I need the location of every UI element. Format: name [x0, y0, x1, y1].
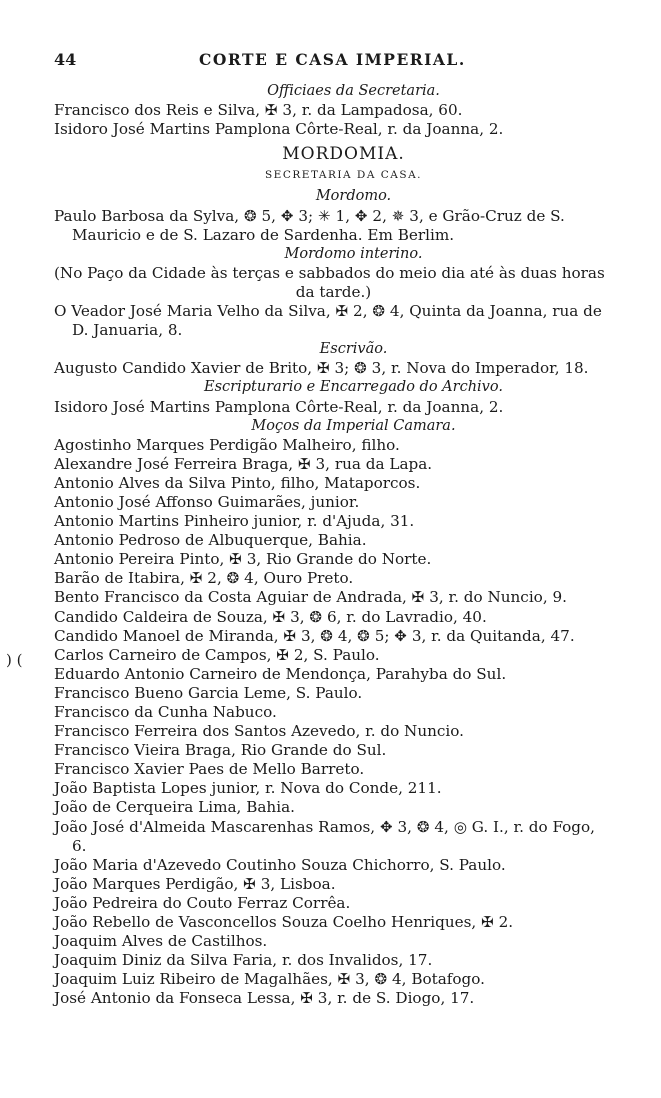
- list-item: Francisco da Cunha Nabuco.: [54, 703, 277, 721]
- mordomo-entry: Paulo Barbosa da Sylva, ❂ 5, ✥ 3; ✳ 1, ✥ 2, ✵ 3, e Grão-Cruz de S. Mauricio e de S. Lazaro de Sardenha. Em Berlim.: [54, 206, 565, 244]
- schedule-note-line: (No Paço da Cidade às terças e sabbados do meio dia até às duas horas: [54, 263, 605, 282]
- list-item: Antonio José Affonso Guimarães, junior.: [54, 492, 360, 511]
- list-item: Barão de Itabira, ✠ 2, ❂ 4, Ouro Preto.: [54, 569, 354, 588]
- list-item: Candido Caldeira de Souza, ✠ 3, ❂ 6, r. do Lavradio, 40.: [54, 607, 487, 626]
- list-item: Francisco Ferreira dos Santos Azevedo, r. do Nuncio.: [54, 722, 464, 741]
- mordomo-interino-heading: Mordomo interino.: [284, 245, 423, 262]
- list-item: Candido Manoel de Miranda, ✠ 3, ❂ 4, ❂ 5; ✥ 3, r. da Quitanda, 47.: [54, 626, 575, 645]
- list-item: Antonio Pedroso de Albuquerque, Bahia.: [54, 531, 367, 550]
- list-item: João Marques Perdigão, ✠ 3, Lisboa.: [54, 874, 336, 893]
- officiais-heading: Officiaes da Secretaria.: [267, 83, 440, 99]
- escripturario-heading: Escripturario e Encarregado do Archivo.: [204, 379, 503, 396]
- section-title: MORDOMIA.: [282, 144, 405, 165]
- list-item: Carlos Carneiro de Campos, ✠ 2, S. Paulo.: [54, 645, 380, 664]
- list-item: Joaquim Diniz da Silva Faria, r. dos Invalidos, 17.: [54, 951, 433, 970]
- list-item: Antonio Pereira Pinto, ✠ 3, Rio Grande do Norte.: [54, 550, 432, 569]
- mocos-heading: Moços da Imperial Camara.: [251, 417, 456, 434]
- escripturario-entry: Isidoro José Martins Pamplona Côrte-Real, r. da Joanna, 2.: [54, 397, 504, 416]
- list-item: João José d'Almeida Mascarenhas Ramos, ✥ 3, ❂ 4, ◎ G. I., r. do Fogo, 6.: [54, 817, 595, 855]
- list-item: Antonio Martins Pinheiro junior, r. d'Ajuda, 31.: [54, 512, 415, 531]
- page-number: 44: [54, 50, 77, 69]
- list-item: Antonio Alves da Silva Pinto, filho, Mataporcos.: [54, 473, 421, 492]
- list-item: João Baptista Lopes junior, r. Nova do Conde, 211.: [54, 779, 442, 798]
- page-header: [54, 50, 613, 76]
- schedule-note: [54, 264, 613, 302]
- margin-marks: ) (: [6, 651, 23, 669]
- veador-entry: O Veador José Maria Velho da Silva, ✠ 2, ❂ 4, Quinta da Joanna, rua de D. Januaria, 8.: [54, 302, 602, 340]
- list-item: Eduardo Antonio Carneiro de Mendonça, Parahyba do Sul.: [54, 664, 507, 683]
- officiais-entry: Francisco dos Reis e Silva, ✠ 3, r. da Lampadosa, 60.: [54, 101, 463, 120]
- list-item: Joaquim Luiz Ribeiro de Magalhães, ✠ 3, ❂ 4, Botafogo.: [54, 970, 485, 989]
- list-item: Francisco Xavier Paes de Mello Barreto.: [54, 760, 365, 779]
- section-subtitle: SECRETARIA DA CASA.: [264, 169, 423, 182]
- mocos-list: [54, 436, 613, 1009]
- list-item: José Antonio da Fonseca Lessa, ✠ 3, r. de S. Diogo, 17.: [54, 989, 475, 1008]
- escrivao-entry: Augusto Candido Xavier de Brito, ✠ 3; ❂ 3, r. Nova do Imperador, 18.: [54, 359, 589, 378]
- list-item: Joaquim Alves de Castilhos.: [54, 932, 268, 951]
- mordomo-heading: Mordomo.: [315, 188, 392, 205]
- list-item: João Maria d'Azevedo Coutinho Souza Chichorro, S. Paulo.: [54, 855, 506, 874]
- escrivao-heading: Escrivão.: [319, 341, 388, 358]
- list-item: João Pedreira do Couto Ferraz Corrêa.: [54, 893, 351, 912]
- schedule-note-line: da tarde.): [295, 282, 372, 301]
- list-item: Francisco Vieira Braga, Rio Grande do Sul.: [54, 741, 387, 760]
- list-item: João Rebello de Vasconcellos Souza Coelho Henriques, ✠ 2.: [54, 913, 514, 932]
- list-item: Agostinho Marques Perdigão Malheiro, filho.: [54, 435, 400, 454]
- list-item: João de Cerqueira Lima, Bahia.: [54, 798, 295, 817]
- list-item: Alexandre José Ferreira Braga, ✠ 3, rua da Lapa.: [54, 454, 433, 473]
- running-title: CORTE E CASA IMPERIAL.: [199, 50, 466, 69]
- list-item: Bento Francisco da Costa Aguiar de Andrada, ✠ 3, r. do Nuncio, 9.: [54, 588, 567, 607]
- officiais-entry: Isidoro José Martins Pamplona Côrte-Real, r. da Joanna, 2.: [54, 120, 504, 139]
- list-item: Francisco Bueno Garcia Leme, S. Paulo.: [54, 683, 363, 702]
